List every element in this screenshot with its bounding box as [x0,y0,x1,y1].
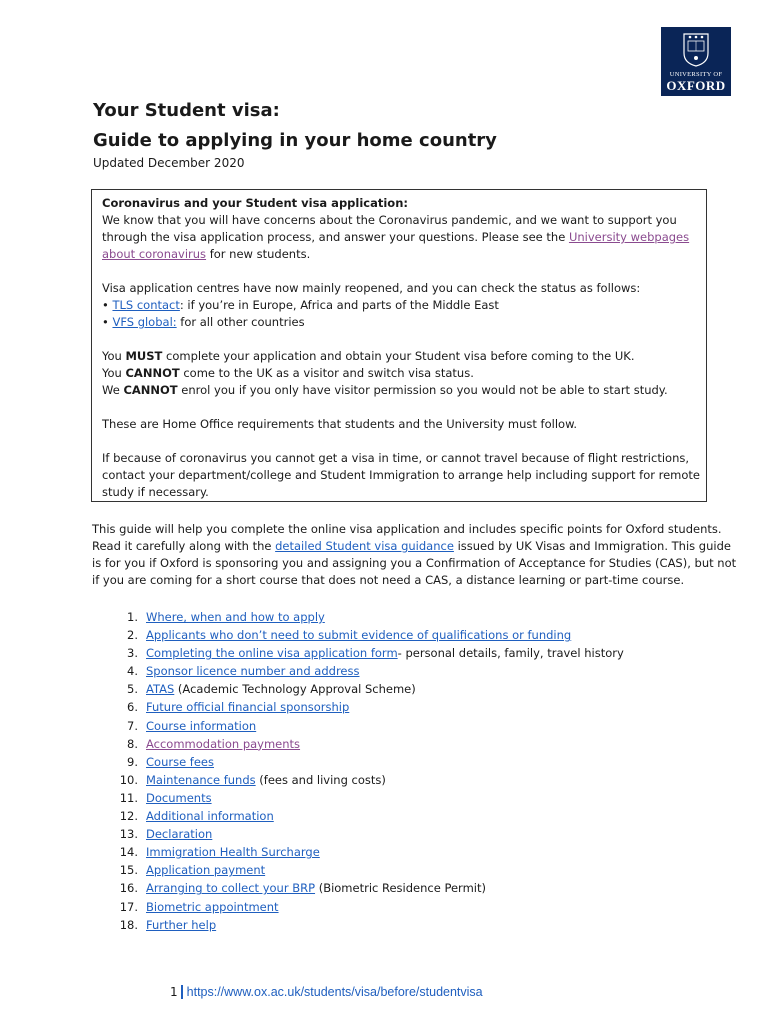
contents-item-link[interactable]: Documents [146,790,212,805]
contents-item [113,626,624,644]
must-line-2: You CANNOT come to the UK as a visitor and switch visa status. [102,366,474,380]
must-line-1: You MUST complete your application and obtain your Student visa before coming to the UK. [102,349,635,363]
notice-paragraph-2: Visa application centres have now mainly reopened, and you can check the status as follows: [102,281,641,295]
contents-item-description: (fees and living costs) [255,772,386,787]
contents-item-number: 5. [127,682,138,697]
contents-item [113,789,624,807]
student-visa-guidance-link[interactable]: detailed Student visa guidance [275,539,454,553]
contents-item [113,898,624,916]
contents-item [113,717,624,735]
contents-item-number: 8. [127,736,138,751]
contents-item-number: 17. [119,899,138,914]
contents-item-number: 1. [127,610,138,624]
contents-item-number: 15. [119,863,138,878]
contents-item-link[interactable]: Additional information [146,809,274,824]
footer-divider [181,985,183,999]
contents-item-link[interactable]: Immigration Health Surcharge [146,845,320,860]
contents-item [113,735,624,753]
page-title: Your Student visa: [93,100,280,121]
page-number: 1 [170,985,178,999]
contents-item-link[interactable]: Course information [146,718,257,733]
must-line-3: We CANNOT enrol you if you only have visitor permission so you would not be able to start study. [102,383,668,397]
vfs-global-link[interactable]: VFS global: [112,315,177,329]
contents-item-link[interactable]: Accommodation payments [146,736,301,751]
contents-item [113,753,624,771]
contents-item-number: 7. [127,718,138,733]
contents-item-number: 14. [119,845,138,860]
contents-item-link[interactable]: Completing the online visa application form [146,646,398,661]
contents-item-number: 18. [119,917,138,932]
coronavirus-notice-box [91,189,707,502]
bullet-tls: • TLS contact: if you’re in Europe, Africa and parts of the Middle East [102,298,499,312]
coronavirus-webpages-link[interactable]: University webpages about coronavirus [102,230,690,261]
contents-item-link[interactable]: Applicants who don’t need to submit evidence of qualifications or funding [146,628,572,643]
contents-item-description: (Biometric Residence Permit) [315,881,486,896]
bullet-vfs: • VFS global: for all other countries [102,315,305,329]
contents-item [113,698,624,716]
contents-item [113,825,624,843]
contents-item-link[interactable]: Arranging to collect your BRP [146,881,316,896]
contents-item-description: (Academic Technology Approval Scheme) [174,682,416,697]
oxford-logo [661,27,731,96]
contents-item-number: 13. [119,827,138,842]
contents-item-number: 9. [127,754,138,769]
logo-oxford-text: OXFORD [666,78,726,93]
notice-paragraph-1: We know that you will have concerns about the Coronavirus pandemic, and we want to support you through the visa application process, and answer your questions. Please see the University webpages about coronavirus for new students. [102,213,690,261]
contents-item [113,771,624,789]
contents-item [113,807,624,825]
contents-item-number: 12. [119,809,138,824]
footer-url: https://www.ox.ac.uk/students/visa/before/studentvisa [186,985,483,999]
notice-heading: Coronavirus and your Student visa application: [102,196,408,210]
contents-item [113,916,624,934]
oxford-crest-icon [683,33,709,67]
contents-item-number: 11. [119,790,138,805]
intro-paragraph: This guide will help you complete the online visa application and includes specific points for Oxford students. Read it carefully along with the detailed Student visa guidance issued by UK Visas and Immigration. This guide is for you if Oxford is sponsoring you and assigning you a Confirmation of Acceptance for Studies (CAS), but not if you are coming for a short course that does not need a CAS, a distance learning or part-time course. [92,522,737,587]
contents-item [113,680,624,698]
contents-item [113,662,624,680]
contents-item-link[interactable]: Application payment [146,863,266,878]
contents-item [113,861,624,879]
contents-list [113,608,624,934]
contents-item-link[interactable]: Future official financial sponsorship [146,700,350,715]
contents-item-link[interactable]: Course fees [146,754,214,769]
contents-item-number: 2. [127,628,138,643]
contents-item [113,843,624,861]
notice-paragraph-5: If because of coronavirus you cannot get a visa in time, or cannot travel because of flight restrictions, contact your department/college and Student Immigration to arrange help including support for remote study if necessary. [102,451,700,499]
tls-contact-link[interactable]: TLS contact [112,298,180,312]
contents-item-link[interactable]: Maintenance funds [146,772,256,787]
contents-item-link[interactable]: Declaration [146,827,213,842]
updated-date: Updated December 2020 [93,156,245,170]
contents-item-link[interactable]: ATAS [146,682,175,697]
notice-paragraph-4: These are Home Office requirements that students and the University must follow. [102,417,578,431]
page-subtitle: Guide to applying in your home country [93,130,497,151]
contents-item-number: 16. [119,881,138,896]
contents-item-number: 6. [127,700,138,715]
page-footer [170,985,483,999]
contents-item-link[interactable]: Further help [146,917,217,932]
contents-item-description: - personal details, family, travel history [397,646,624,661]
logo-university-text: UNIVERSITY OF [669,71,723,78]
contents-item-link[interactable]: Sponsor licence number and address [146,664,360,679]
contents-item-number: 10. [119,772,138,787]
contents-item [113,608,624,626]
contents-item-number: 4. [127,664,138,679]
contents-item-link[interactable]: Where, when and how to apply [146,610,325,624]
contents-item [113,879,624,897]
contents-item [113,644,624,662]
contents-item-number: 3. [127,646,138,661]
contents-item-link[interactable]: Biometric appointment [146,899,279,914]
